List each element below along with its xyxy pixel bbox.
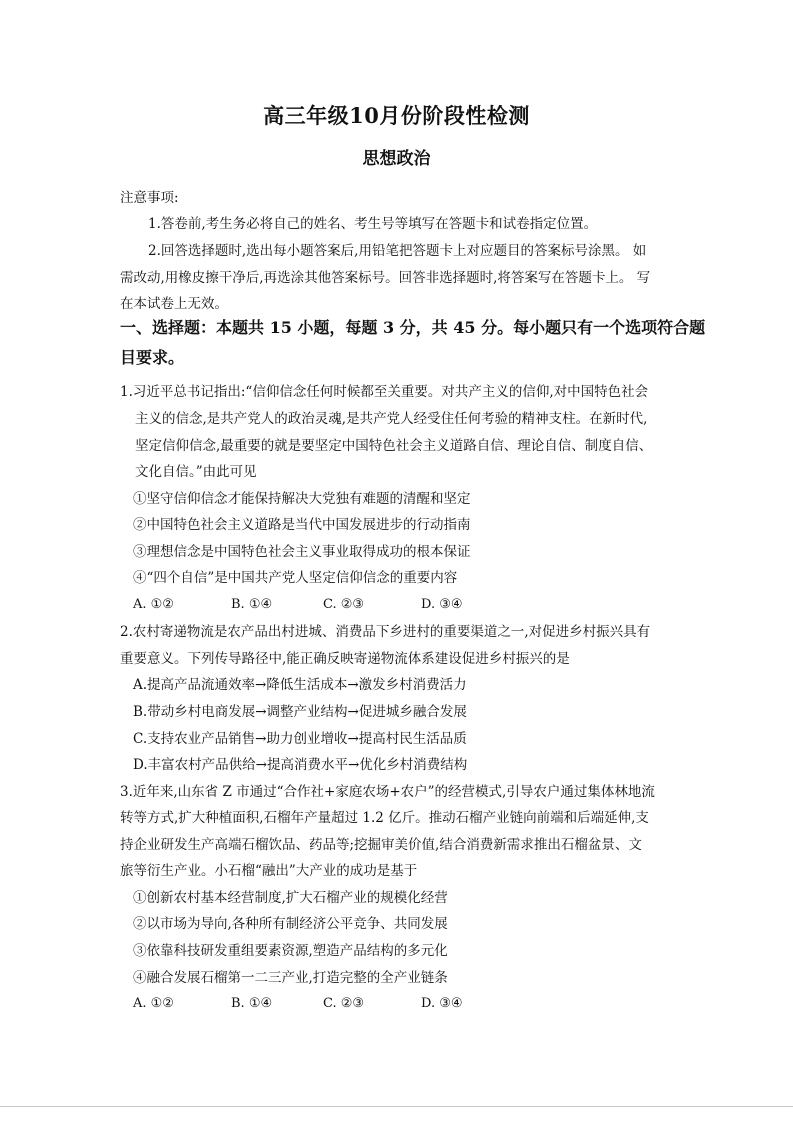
q1-stem-line-3: 坚定信仰信念,最重要的就是要坚定中国特色社会主义道路自信、理论自信、制度自信、 bbox=[135, 438, 653, 454]
q1-statement-3: ③理想信念是中国特色社会主义事业取得成功的根本保证 bbox=[133, 544, 471, 560]
q2-stem-line-2: 重要意义。下列传导路径中,能正确反映寄递物流体系建设促进乡村振兴的是 bbox=[120, 651, 570, 667]
q3-option-c: C. ②③ bbox=[323, 996, 365, 1011]
q1-option-b: B. ①④ bbox=[231, 597, 273, 612]
q2-option-c: C.支持农业产品销售→助力创业增收→提高村民生活品质 bbox=[133, 731, 467, 747]
notice-item-2-line-3: 在本试卷上无效。 bbox=[120, 296, 228, 312]
q3-statement-2: ②以市场为导向,各种所有制经济公平竞争、共同发展 bbox=[133, 916, 448, 932]
notice-item-2-line-1: 2.回答选择题时,选出每小题答案后,用铅笔把答题卡上对应题目的答案标号涂黑。 如 bbox=[148, 243, 647, 259]
q1-stem-line-1: 1.习近平总书记指出:“信仰信念任何时候都至关重要。对共产主义的信仰,对中国特色社会 bbox=[120, 384, 649, 400]
notice-heading: 注意事项: bbox=[120, 190, 179, 206]
section-heading-line-1: 一、选择题：本题共 15 小题，每题 3 分，共 45 分。每小题只有一个选项符合题 bbox=[120, 318, 706, 337]
q1-statement-1: ①坚守信仰信念才能保持解决大党独有难题的清醒和坚定 bbox=[133, 491, 471, 507]
q3-stem-line-4: 旅等衍生产业。小石榴“融出”大产业的成功是基于 bbox=[120, 863, 418, 879]
q3-statement-1: ①创新农村基本经营制度,扩大石榴产业的规模化经营 bbox=[133, 890, 448, 906]
q1-stem-line-2: 主义的信念,是共产党人的政治灵魂,是共产党人经受住任何考验的精神支柱。在新时代, bbox=[135, 411, 648, 427]
q2-option-b: B.带动乡村电商发展→调整产业结构→促进城乡融合发展 bbox=[133, 704, 467, 720]
q1-option-d: D. ③④ bbox=[421, 597, 463, 612]
q1-option-c: C. ②③ bbox=[323, 597, 365, 612]
q1-stem-line-4: 文化自信。”由此可见 bbox=[135, 464, 257, 480]
subject-title: 思想政治 bbox=[362, 149, 431, 169]
notice-item-1: 1.答卷前,考生务必将自己的姓名、考生号等填写在答题卡和试卷指定位置。 bbox=[148, 216, 598, 232]
q3-option-d: D. ③④ bbox=[421, 996, 463, 1011]
q3-statement-4: ④融合发展石榴第一二三产业,打造完整的全产业链条 bbox=[133, 970, 448, 986]
q1-statement-4: ④“四个自信”是中国共产党人坚定信仰信念的重要内容 bbox=[133, 570, 458, 586]
q3-statement-3: ③依靠科技研发重组要素资源,塑造产品结构的多元化 bbox=[133, 943, 448, 959]
exam-title: 高三年级10月份阶段性检测 bbox=[263, 103, 530, 128]
section-heading-line-2: 目要求。 bbox=[120, 348, 185, 367]
q1-options bbox=[133, 595, 463, 615]
q3-options bbox=[133, 994, 463, 1014]
q2-option-d: D.丰富农村产品供给→提高消费水平→优化乡村消费结构 bbox=[133, 757, 468, 773]
q3-stem-line-1: 3.近年来,山东省 Z 市通过“合作社+家庭农场+农户”的经营模式,引导农户通过集体林地流 bbox=[120, 784, 655, 800]
q3-stem-line-2: 转等方式,扩大种植面积,石榴年产量超过 1.2 亿斤。推动石榴产业链向前端和后端延伸,支 bbox=[120, 810, 649, 826]
notice-item-2-line-2: 需改动,用橡皮擦干净后,再选涂其他答案标号。回答非选择题时,将答案写在答题卡上。 写 bbox=[120, 270, 651, 286]
q2-stem-line-1: 2.农村寄递物流是农产品出村进城、消费品下乡进村的重要渠道之一,对促进乡村振兴具有 bbox=[120, 624, 651, 640]
page-bottom-divider bbox=[0, 1106, 793, 1107]
q2-option-a: A.提高产品流通效率→降低生活成本→激发乡村消费活力 bbox=[133, 677, 467, 693]
q1-option-a: A. ①② bbox=[133, 597, 174, 612]
q3-option-b: B. ①④ bbox=[231, 996, 273, 1011]
q3-option-a: A. ①② bbox=[133, 996, 174, 1011]
q1-statement-2: ②中国特色社会主义道路是当代中国发展进步的行动指南 bbox=[133, 517, 471, 533]
q3-stem-line-3: 持企业研发生产高端石榴饮品、药品等;挖掘审美价值,结合消费新需求推出石榴盆景、文 bbox=[120, 837, 642, 853]
